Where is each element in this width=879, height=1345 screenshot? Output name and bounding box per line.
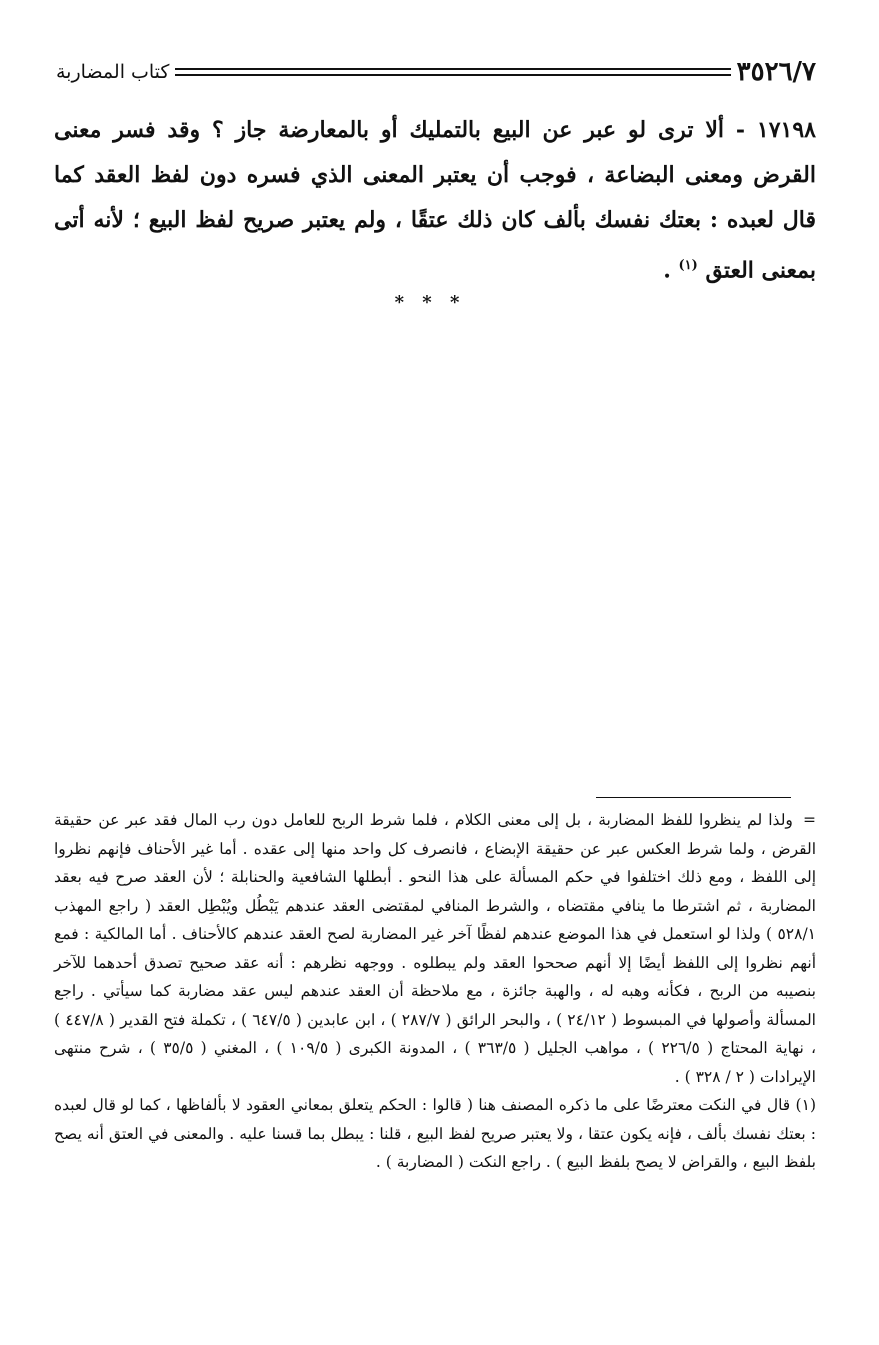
footnotes (54, 806, 816, 1177)
section-separator: * * * (394, 292, 466, 313)
paragraph-text: - ألا ترى لو عبر عن البيع بالتمليك أو بالمعارضة جاز ؟ وقد فسر معنى القرض ومعنى البضاعة ، فوجب أن يعتبر المعنى الذي فسره دون لفظ العقد كما قال لعبده : بعتك نفسك بألف كان ذلك عتقًا ، ولم يعتبر صريح لفظ البيع ؛ لأنه أتى بمعنى العتق (54, 117, 816, 284)
paragraph-number: ١٧١٩٨ (756, 117, 816, 143)
book-title: كتاب المضاربة (56, 61, 170, 83)
paragraph-end: . (663, 257, 679, 284)
header-double-rule (175, 68, 730, 76)
continuation-marker: = (802, 811, 816, 829)
footnote-continuation (54, 806, 816, 1091)
page-number: ٣٥٢٦/٧ (736, 57, 816, 87)
footnote-reference: (١) (678, 258, 698, 273)
main-paragraph (54, 108, 816, 293)
continuation-text: ولذا لم ينظروا للفظ المضاربة ، بل إلى معنى الكلام ، فلما شرط الربح للعامل دون رب المال فقد عبر عن حقيقة القرض ، ولما شرط العكس عبر عن حقيقة الإبضاع ، فانصرف كل واحد منها إلى عقده . أما غير الأحناف فإنهم نظروا إلى اللفظ ، ومع ذلك اختلفوا في حكم المسألة على هذا النحو . أبطلها الشافعية والحنابلة ؛ لأن العقد صرح فيه بعقد المضاربة ، ثم اشترطا ما ينافي مقتضاه ، والشرط المنافي لمقتضى العقد عندهم يَبْطُل ويُبْطِل العقد ( راجع المهذب ٥٢٨/١ ) ولذا لو استعمل في هذا الموضع عندهم لفظًا آخر غير المضاربة لصح العقد عندهم كالأحناف . أما المالكية : فمع أنهم نظروا إلى اللفظ أيضًا إلا أنهم صححوا العقد ولم يبطلوه . ووجهه نظرهم : أنه عقد صحيح تصدق أحدهما للآخر بنصيبه من الربح ، فكأنه وهبه له ، والهبة جائزة ، مع ملاحظة أن العقد عندهم ليس عقد مضاربة كما سيأتي . راجع المسألة وأصولها في المبسوط ( ٢٤/١٢ ) ، والبحر الرائق ( ٢٨٧/٧ ) ، ابن عابدين ( ٦٤٧/٥ ) ، تكملة فتح القدير ( ٤٤٧/٨ ) ، نهاية المحتاج ( ٢٢٦/٥ ) ، مواهب الجليل ( ٣٦٣/٥ ) ، المدونة الكبرى ( ١٠٩/٥ ) ، المغني ( ٣٥/٥ ) ، شرح منتهى الإيرادات ( ٢ / ٣٢٨ ) . (54, 811, 816, 1086)
page-header (56, 52, 816, 92)
footnote-1: (١) قال في النكت معترضًا على ما ذكره المصنف هنا ( قالوا : الحكم يتعلق بمعاني العقود لا بألفاظها ، كما لو قال لعبده : بعتك نفسك بألف ، فإنه يكون عتقا ، ولا يعتبر صريح لفظ البيع ، قلنا : يبطل بما قسنا عليه . والمعنى في العتق أنه يصح بلفظ البيع ، والقراض لا يصح بلفظ البيع ) . راجع النكت ( المضاربة ) . (54, 1096, 816, 1171)
footnote-rule (596, 797, 791, 798)
